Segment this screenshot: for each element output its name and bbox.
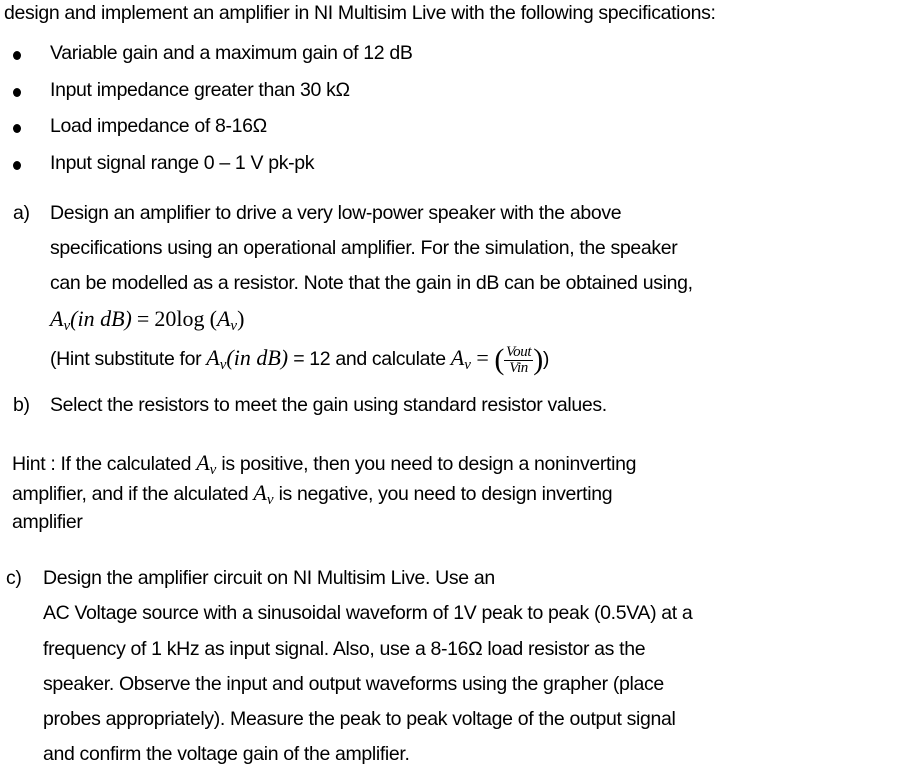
part-a-line: specifications using an operational amplifier. For the simulation, the speaker (50, 237, 678, 259)
part-c-line: frequency of 1 kHz as input signal. Also, use a 8-16Ω load resistor as the (43, 638, 646, 660)
intro-line: design and implement an amplifier in NI Multisim Live with the following specifications: (4, 2, 716, 24)
hint-line: amplifier (12, 511, 83, 533)
spec-item: Load impedance of 8-16Ω (50, 115, 267, 137)
part-a-line: Design an amplifier to drive a very low-power speaker with the above (50, 202, 622, 224)
bullet-icon (13, 51, 21, 60)
bullet-icon (13, 124, 21, 133)
hint-line: amplifier, and if the alculated $A_v$ is negative, you need to design inverting (12, 480, 613, 508)
gain-formula: $A_v(in$ dB) = 20log $(A_v)$ (50, 306, 245, 334)
part-a-line: can be modelled as a resistor. Note that the gain in dB can be obtained using, (50, 272, 693, 294)
spec-item: Variable gain and a maximum gain of 12 dB (50, 42, 413, 64)
part-c-line: probes appropriately). Measure the peak to peak voltage of the output signal (43, 708, 676, 730)
part-a-label: a) (13, 202, 30, 224)
vout-vin-fraction: $\frac{\text{Vout}}{\text{Vin}}$ (505, 343, 532, 376)
part-a-hint: (Hint substitute for $A_v(in$ dB) = 12 and calculate $A_v$ = ( $\frac{\text{Vout}}{\text{Vin}}$ )) (50, 343, 550, 376)
spec-item: Input signal range 0 – 1 V pk-pk (50, 152, 315, 174)
part-b-text: Select the resistors to meet the gain using standard resistor values. (50, 394, 607, 416)
part-c-line: Design the amplifier circuit on NI Multisim Live. Use an (43, 567, 495, 589)
part-c-line: and confirm the voltage gain of the amplifier. (43, 743, 410, 765)
part-c-line: AC Voltage source with a sinusoidal waveform of 1V peak to peak (0.5VA) at a (43, 602, 693, 624)
bullet-icon (13, 88, 21, 97)
part-c-label: c) (6, 567, 22, 589)
part-b-label: b) (13, 394, 30, 416)
part-c-line: speaker. Observe the input and output waveforms using the grapher (place (43, 673, 664, 695)
bullet-icon (13, 161, 21, 170)
spec-item: Input impedance greater than 30 kΩ (50, 79, 350, 101)
hint-line: Hint : If the calculated $A_v$ is positive, then you need to design a noninverting (12, 450, 637, 478)
